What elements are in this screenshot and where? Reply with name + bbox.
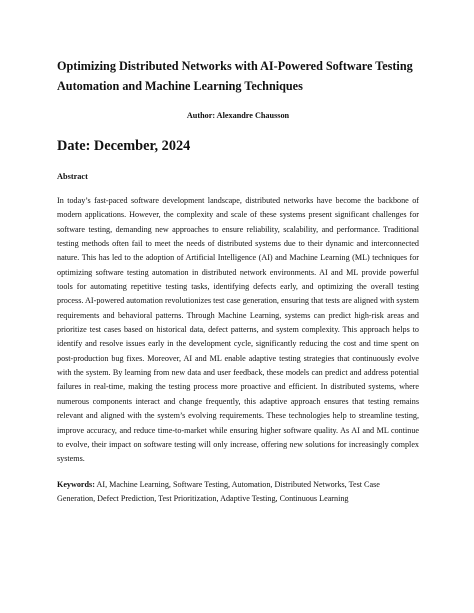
abstract-body: In today’s fast-paced software development landscape, distributed networks have become the backbone of modern applications. However, the complexity and scale of these systems present significant challenges for software testing, demanding new approaches to ensure reliability, scalability, and performance. Traditional testing methods often fail to meet the needs of distributed systems due to their dynamic and interconnected nature. This has led to the adoption of Artificial Intelligence (AI) and Machine Learning (ML) techniques for optimizing software testing automation in distributed network environments. AI and ML provide powerful tools for automating repetitive testing tasks, identifying defects early, and optimizing the overall testing process. AI-powered automation revolutionizes test case generation, ensuring that tests are aligned with system requirements and behavioral patterns. Through Machine Learning, systems can predict high-risk areas and prioritize test cases based on historical data, defect patterns, and system complexity. This approach helps to identify and resolve issues early in the development cycle, significantly reducing the cost and time spent on post-production bug fixes. Moreover, AI and ML enable adaptive testing strategies that continuously evolve with the system. By learning from new data and user feedback, these models can predict and address potential failures in real-time, making the testing process more proactive and efficient. In distributed systems, where numerous components interact and change frequently, this adaptive approach ensures that testing remains relevant and aligned with the system’s evolving requirements. These technologies help to streamline testing, improve accuracy, and reduce time-to-market while ensuring higher software quality. As AI and ML continue to evolve, their impact on software testing will only increase, offering new solutions for increasingly complex systems. [57,196,419,464]
keywords-list: AI, Machine Learning, Software Testing, Automation, Distributed Networks, Test Case Generation, Defect Prediction, Test Prioritization, Adaptive Testing, Continuous Learning [57,479,380,503]
date-heading: Date: December, 2024 [57,138,191,154]
author-line: Author: Alexandre Chausson [186,111,290,120]
keywords-label: Keywords: [57,479,95,489]
keywords-line [57,478,419,507]
paper-title: Optimizing Distributed Networks with AI-Powered Software Testing Automation and Machine Learning Techniques [57,59,413,93]
abstract-heading: Abstract [57,172,88,181]
paper-page [57,56,419,506]
